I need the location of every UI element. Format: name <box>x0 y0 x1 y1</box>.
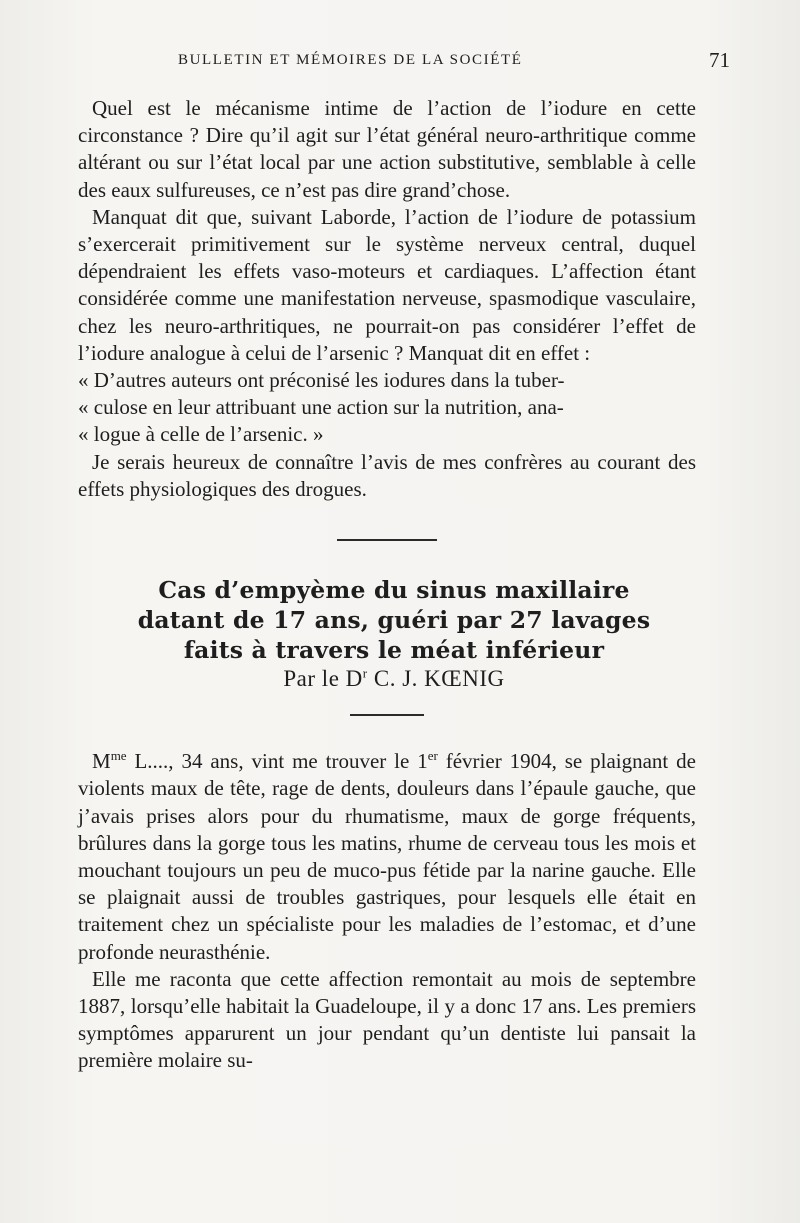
article-title-line-2: datant de 17 ans, guéri par 27 lavages <box>137 606 651 635</box>
quote-line-3: « logue à celle de l’arsenic. » <box>78 422 324 447</box>
running-head: BULLETIN ET MÉMOIRES DE LA SOCIÉTÉ <box>178 52 523 68</box>
text-span: M <box>92 749 111 774</box>
superscript: er <box>427 748 438 764</box>
author-prefix-sup: r <box>362 665 368 681</box>
text-span: février 1904, se plaignant de violents maux de tête, rage de dents, douleurs dans l’épaule gauche, que j’avais prises alors pour du rhumatisme, maux de gorge fréquents, brûlures dans la gorge tous les matins, rhume de cerveau tous les mois et mouchant toujours un peu de muco-pus fétide par la narine gauche. Elle se plaignait aussi de troubles gastriques, pour lesquels elle était en traitement chez un spécialiste pour les maladies de l’estomac, et d’une profonde neurasthénie. <box>78 749 696 964</box>
quote-line-2: « culose en leur attribuant une action sur la nutrition, ana- <box>78 395 564 420</box>
article-title-line-1: Cas d’empyème du sinus maxillaire <box>158 576 630 605</box>
paragraph-mechanism: Quel est le mécanisme intime de l’action de l’iodure en cette circonstance ? Dire qu’il agit sur l’état général neuro-arthritique comme altérant ou sur l’état local par une action substitutive, semblable à celle des eaux sulfureuses, ce n’est pas dire grand’chose. <box>78 96 696 202</box>
author-name: C. J. KŒNIG <box>367 666 505 692</box>
section-divider <box>337 539 437 541</box>
quote-line-1: « D’autres auteurs ont préconisé les iodures dans la tuber- <box>78 368 565 393</box>
article-author <box>78 665 696 692</box>
paragraph-history: Elle me raconta que cette affection remontait au mois de septembre 1887, lorsqu’elle habitait la Guadeloupe, il y a donc 17 ans. Les premiers symptômes apparurent un jour pendant qu’un dentiste lui pansait la première molaire su- <box>78 966 696 1073</box>
author-prefix: Par le D <box>283 666 363 692</box>
article-title-line-3: faits à travers le méat inférieur <box>183 636 605 665</box>
page-header <box>78 48 730 76</box>
title-divider <box>350 714 424 716</box>
paragraph-manquat: Manquat dit que, suivant Laborde, l’action de l’iodure de potassium s’exercerait primitivement sur le système nerveux central, duquel dépendraient les effets vaso-moteurs et cardiaques. L’affection étant considérée comme une manifestation nerveuse, spasmodique vasculaire, chez les neuro-arthritiques, ne pourrait-on pas considérer l’effet de l’iodure analogue à celui de l’arsenic ? Manquat dit en effet : <box>78 204 696 365</box>
page-number: 71 <box>709 48 730 72</box>
paragraph-patient <box>78 748 696 966</box>
paragraph-conclusion: Je serais heureux de connaître l’avis de mes confrères au courant des effets physiologiques des drogues. <box>78 449 696 501</box>
text-span: L...., 34 ans, vint me trouver le 1 <box>126 749 428 774</box>
page-body <box>78 95 696 1075</box>
superscript: me <box>110 748 127 764</box>
